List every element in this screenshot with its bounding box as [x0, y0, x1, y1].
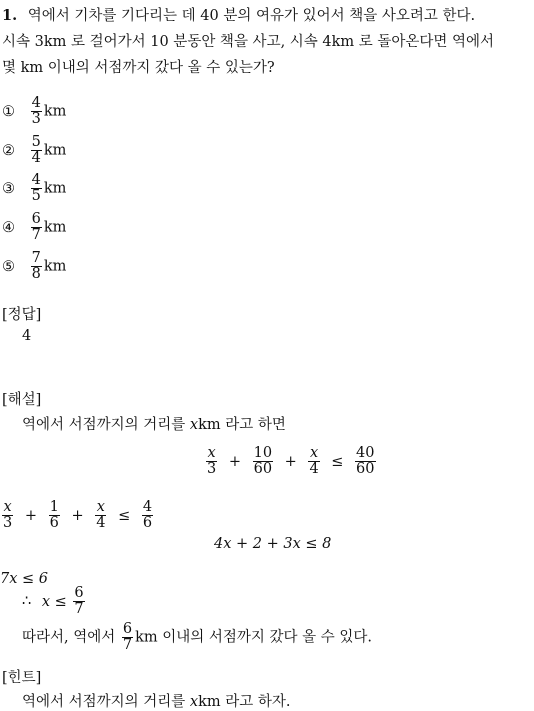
answer-header: [정답]: [2, 307, 42, 323]
choice-marker: ④: [2, 219, 15, 236]
choice-unit: km: [43, 258, 67, 275]
choice-2[interactable]: [2, 135, 66, 166]
equation-3: 4x + 2 + 3x ≤ 8: [214, 536, 332, 552]
question-number: 1.: [2, 7, 18, 24]
choice-1[interactable]: [2, 96, 66, 127]
choice-5[interactable]: [2, 251, 66, 282]
hint-text: 역에서 서점까지의 거리를 xkm 라고 하자.: [22, 694, 291, 710]
equation-4: 7x ≤ 6: [0, 571, 48, 587]
choice-3[interactable]: [2, 173, 66, 204]
question-line-1: [2, 4, 475, 25]
choice-unit: km: [43, 103, 67, 120]
choice-unit: km: [43, 180, 67, 197]
choice-4[interactable]: [2, 212, 66, 243]
choice-fraction: $\frac{4}{5}$: [31, 172, 41, 205]
hint-header: [힌트]: [2, 670, 42, 686]
equation-5: ∴ x ≤ $\frac{6}{7}$: [22, 585, 84, 618]
question-text-1: 역에서 기차를 기다리는 데 40 분의 여유가 있어서 책을 사오려고 한다.: [27, 8, 476, 24]
equation-2: $\frac{x}{3}$ + $\frac{1}{6}$ + $\frac{x}{4}$ ≤ $\frac{4}{6}$: [3, 499, 153, 532]
choice-unit: km: [43, 142, 67, 159]
choice-marker: ③: [2, 180, 15, 197]
choice-fraction: $\frac{5}{4}$: [31, 134, 41, 167]
choice-unit: km: [43, 219, 67, 236]
choice-marker: ②: [2, 142, 15, 159]
therefore-symbol: ∴: [22, 593, 32, 610]
question-line-3: 몇 km 이내의 서점까지 갔다 올 수 있는가?: [2, 60, 275, 76]
equation-1: $\frac{x}{3}$ + $\frac{10}{60}$ + $\frac{x}{4}$ ≤ $\frac{40}{60}$: [207, 445, 375, 478]
explanation-header: [해설]: [2, 392, 42, 408]
choice-marker: ①: [2, 103, 15, 120]
choice-fraction: $\frac{7}{8}$: [31, 250, 41, 283]
choice-marker: ⑤: [2, 258, 15, 275]
choice-fraction: $\frac{6}{7}$: [31, 211, 41, 244]
answer-value: 4: [22, 328, 32, 344]
question-line-2: 시속 3km 로 걸어가서 10 분동안 책을 사고, 시속 4km 로 돌아온다면 역에서: [2, 34, 495, 50]
choice-fraction: $\frac{4}{3}$: [31, 95, 41, 128]
explanation-intro: 역에서 서점까지의 거리를 xkm 라고 하면: [22, 417, 286, 433]
explanation-conclusion: 따라서, 역에서 $\frac{6}{7}$ km 이내의 서점까지 갔다 올 수 있다.: [22, 621, 372, 654]
